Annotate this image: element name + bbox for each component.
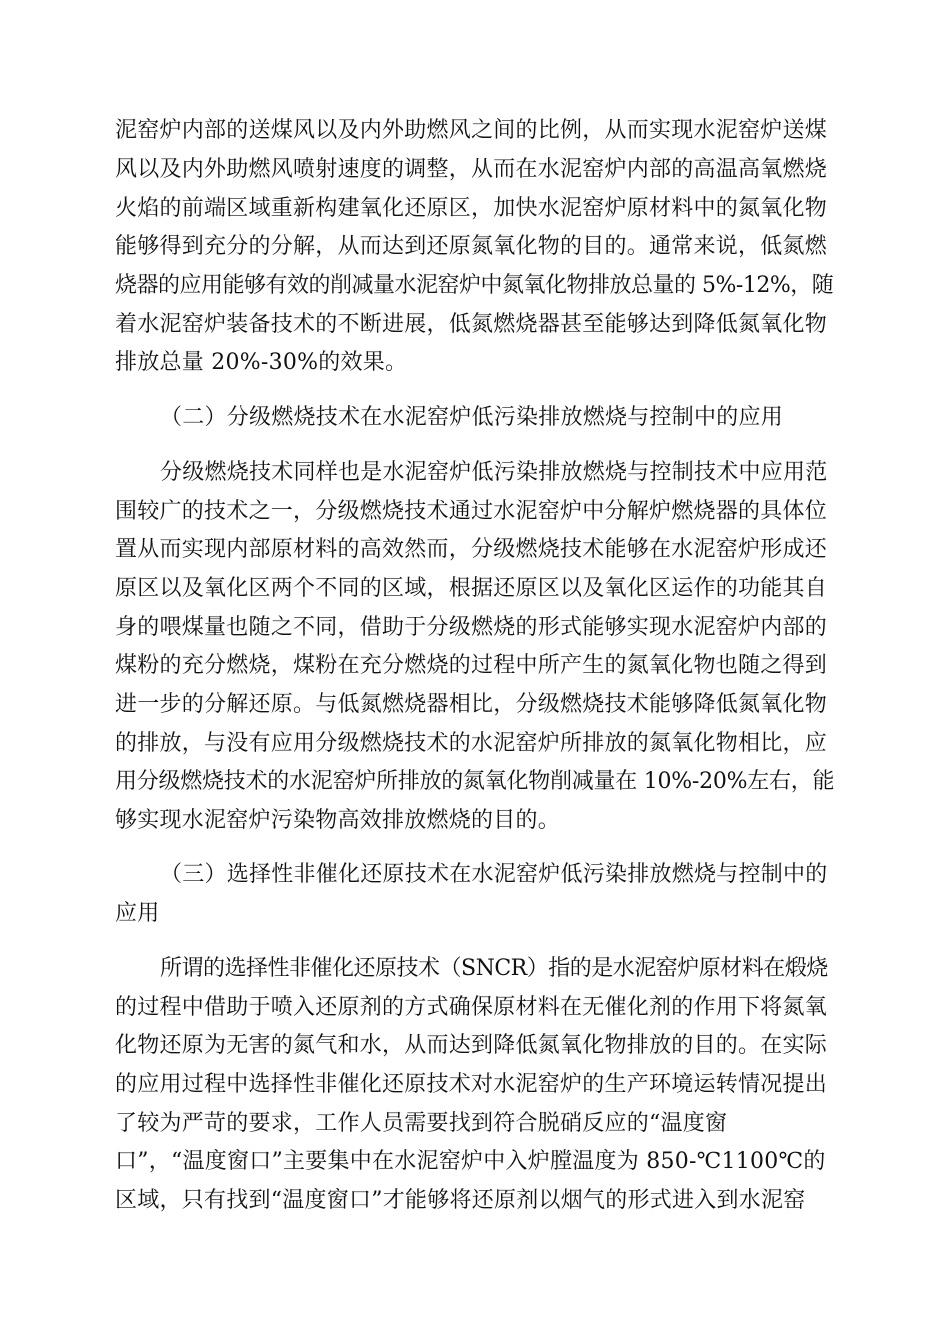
paragraph-1-line-4: 能够得到充分的分解，从而达到还原氮氧化物的目的。通常来说，低氮燃 (115, 234, 828, 259)
paragraph-3-line-2: 的过程中借助于喷入还原剂的方式确保原材料在无催化剂的作用下将氮氧 (115, 995, 828, 1020)
section-heading-3-line-1: （三）选择性非催化还原技术在水泥窑炉低污染排放燃烧与控制中的 (160, 862, 828, 887)
paragraph-1-line-5: 烧器的应用能够有效的削减量水泥窑炉中氮氧化物排放总量的 5%-12%，随 (115, 273, 834, 298)
paragraph-1-line-3: 火焰的前端区域重新构建氧化还原区，加快水泥窑炉原材料中的氮氧化物 (115, 196, 828, 221)
paragraph-1-line-7: 排放总量 20%-30%的效果。 (115, 350, 408, 375)
paragraph-3-line-4: 的应用过程中选择性非催化还原技术对水泥窑炉的生产环境运转情况提出 (115, 1072, 828, 1097)
paragraph-3-line-6: 口”，“温度窗口”主要集中在水泥窑炉中入炉膛温度为 850-℃1100℃的 (115, 1149, 826, 1174)
paragraph-1-line-2: 风以及内外助燃风喷射速度的调整，从而在水泥窑炉内部的高温高氧燃烧 (115, 157, 828, 182)
paragraph-1-line-6: 着水泥窑炉装备技术的不断进展，低氮燃烧器甚至能够达到降低氮氧化物 (115, 312, 828, 337)
paragraph-2-line-5: 身的喂煤量也随之不同，借助于分级燃烧的形式能够实现水泥窑炉内部的 (115, 615, 828, 640)
paragraph-2-line-10: 够实现水泥窑炉污染物高效排放燃烧的目的。 (115, 808, 561, 833)
paragraph-3-line-1: 所谓的选择性非催化还原技术（SNCR）指的是水泥窑炉原材料在煅烧 (160, 956, 828, 981)
paragraph-2-line-2: 围较广的技术之一，分级燃烧技术通过水泥窑炉中分解炉燃烧器的具体位 (115, 499, 828, 524)
paragraph-2-line-6: 煤粉的充分燃烧，煤粉在充分燃烧的过程中所产生的氮氧化物也随之得到 (115, 653, 828, 678)
paragraph-2-line-7: 进一步的分解还原。与低氮燃烧器相比，分级燃烧技术能够降低氮氧化物 (115, 692, 828, 717)
paragraph-2-line-9: 用分级燃烧技术的水泥窑炉所排放的氮氧化物削减量在 10%-20%左右，能 (115, 769, 835, 794)
section-heading-3-line-2: 应用 (115, 901, 160, 926)
section-heading-2: （二）分级燃烧技术在水泥窑炉低污染排放燃烧与控制中的应用 (160, 405, 784, 430)
paragraph-3-line-7: 区域，只有找到“温度窗口”才能够将还原剂以烟气的形式进入到水泥窑 (115, 1188, 806, 1213)
paragraph-2-line-8: 的排放，与没有应用分级燃烧技术的水泥窑炉所排放的氮氧化物相比，应 (115, 731, 828, 756)
paragraph-3-line-3: 化物还原为无害的氮气和水，从而达到降低氮氧化物排放的目的。在实际 (115, 1033, 828, 1058)
paragraph-2-line-4: 原区以及氧化区两个不同的区域，根据还原区以及氧化区运作的功能其自 (115, 576, 828, 601)
paragraph-1-line-1: 泥窑炉内部的送煤风以及内外助燃风之间的比例，从而实现水泥窑炉送煤 (115, 118, 828, 143)
paragraph-2-line-1: 分级燃烧技术同样也是水泥窑炉低污染排放燃烧与控制技术中应用范 (160, 460, 828, 485)
paragraph-2-line-3: 置从而实现内部原材料的高效然而，分级燃烧技术能够在水泥窑炉形成还 (115, 537, 828, 562)
paragraph-3-line-5: 了较为严苛的要求，工作人员需要找到符合脱硝反应的“温度窗 (115, 1111, 728, 1136)
